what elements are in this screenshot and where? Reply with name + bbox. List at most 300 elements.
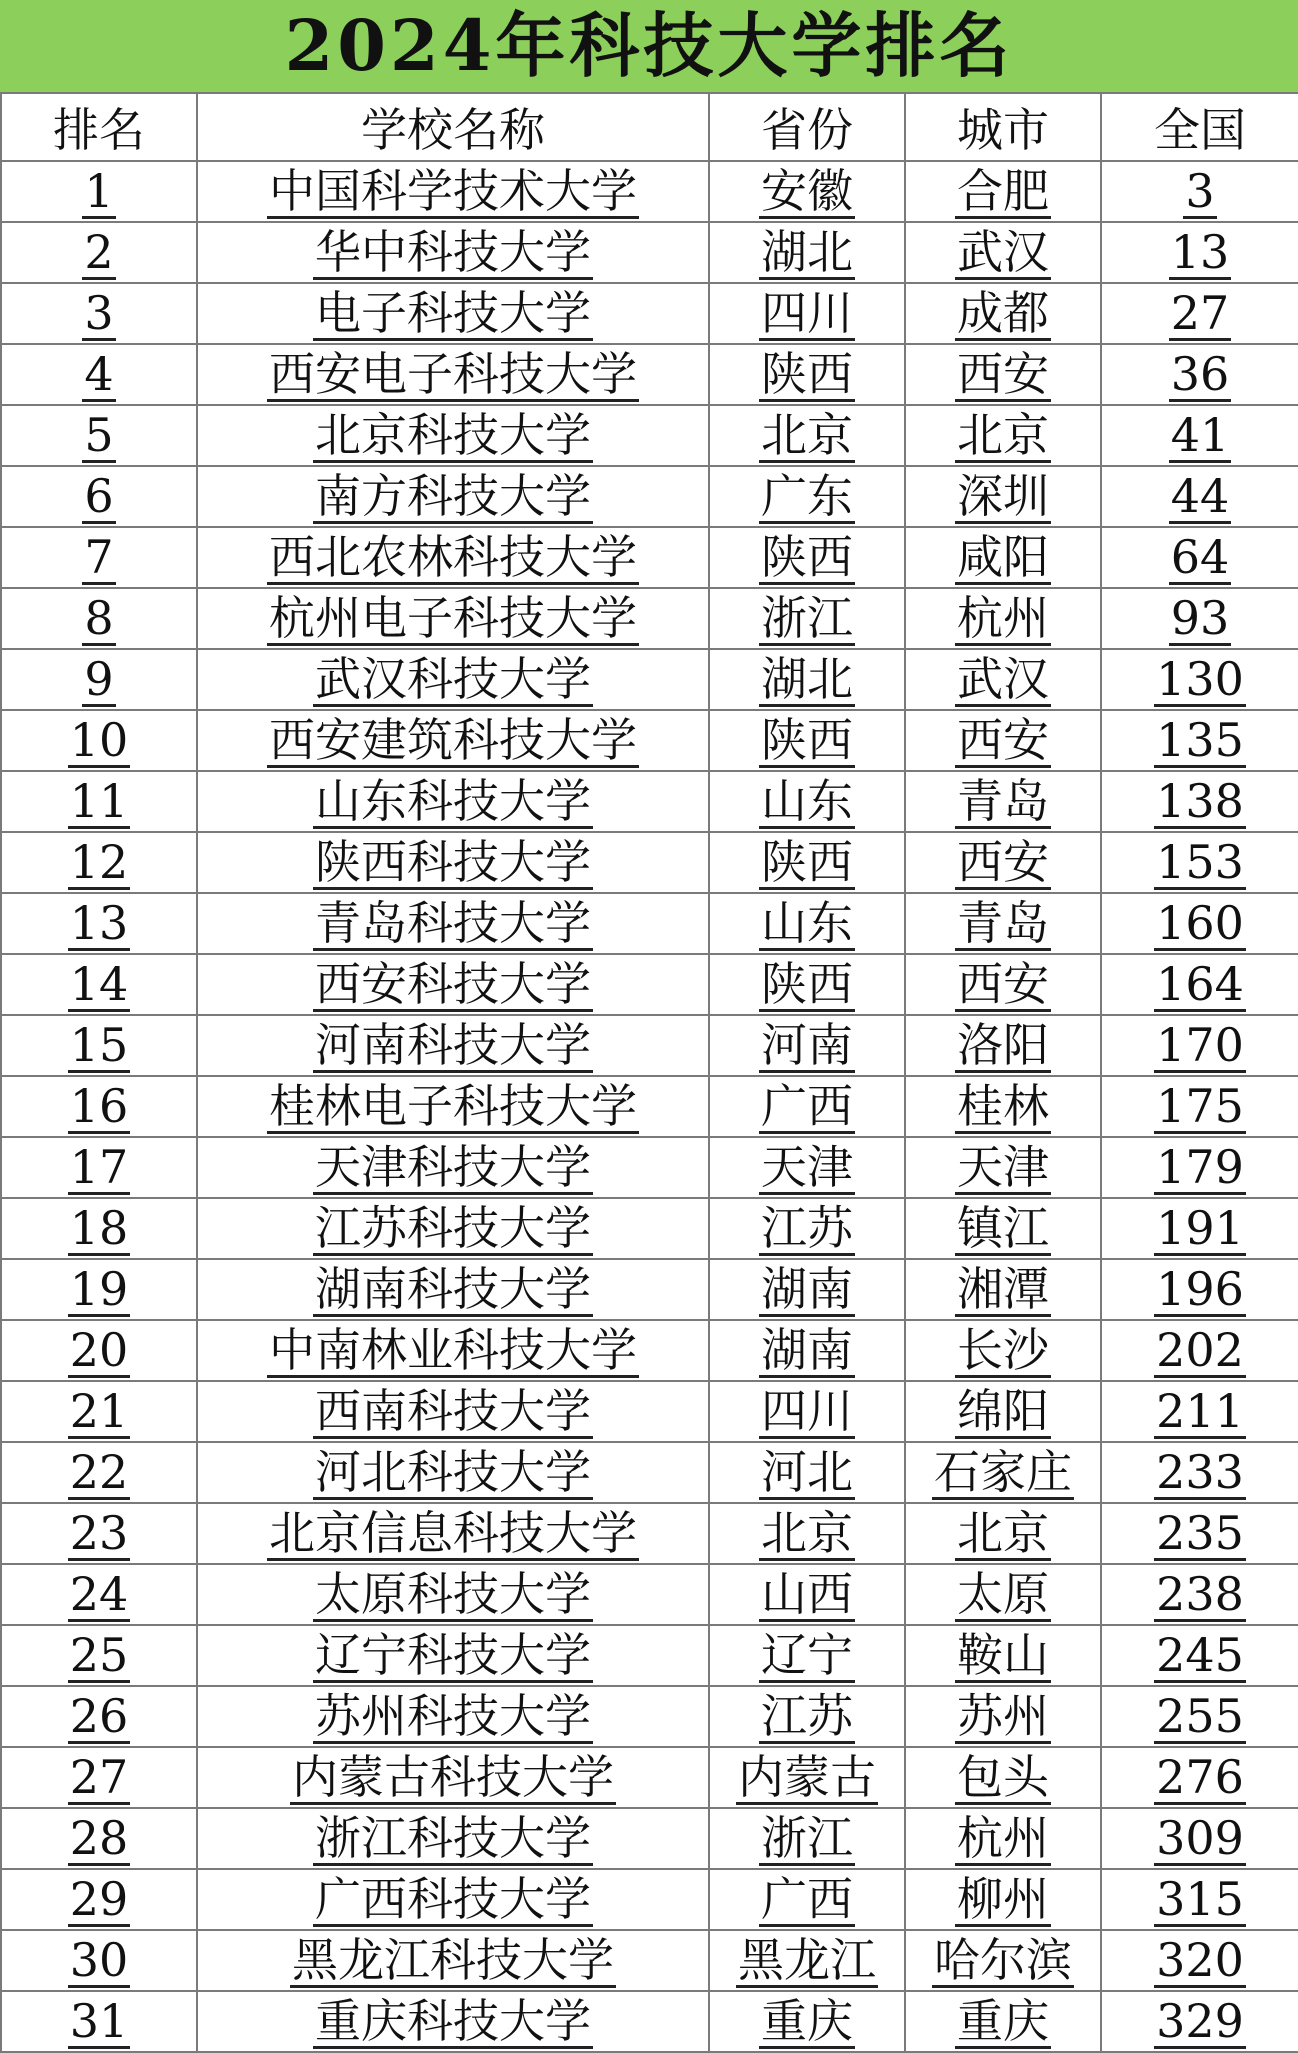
city-cell — [905, 832, 1101, 893]
city-cell-text: 青岛 — [957, 774, 1049, 829]
city-cell-text: 青岛 — [957, 896, 1049, 951]
school-name-cell — [197, 1625, 709, 1686]
table-row — [1, 466, 1298, 527]
national-rank-cell — [1101, 1259, 1298, 1320]
school-name-cell — [197, 527, 709, 588]
city-cell — [905, 466, 1101, 527]
school-name-cell — [197, 405, 709, 466]
national-rank-cell-text: 36 — [1170, 347, 1230, 402]
rank-cell — [1, 1686, 197, 1747]
rank-cell-text: 30 — [69, 1933, 129, 1988]
rank-cell-text: 10 — [69, 713, 129, 768]
rank-cell-text: 22 — [69, 1445, 129, 1500]
national-rank-cell — [1101, 1320, 1298, 1381]
school-name-cell — [197, 1991, 709, 2052]
school-name-cell-text: 北京科技大学 — [315, 408, 591, 463]
province-cell-text: 山东 — [761, 774, 853, 829]
school-name-cell-text: 河南科技大学 — [315, 1018, 591, 1073]
province-cell-text: 陕西 — [761, 347, 853, 402]
national-rank-cell — [1101, 832, 1298, 893]
province-cell — [709, 1686, 905, 1747]
header-rank: 排名 — [1, 93, 197, 161]
rank-cell — [1, 771, 197, 832]
table-row — [1, 222, 1298, 283]
province-cell-text: 黑龙江 — [738, 1933, 876, 1988]
city-cell — [905, 1198, 1101, 1259]
province-cell — [709, 1259, 905, 1320]
national-rank-cell — [1101, 1198, 1298, 1259]
header-city: 城市 — [905, 93, 1101, 161]
school-name-cell-text: 广西科技大学 — [315, 1872, 591, 1927]
city-cell-text: 湘潭 — [957, 1262, 1049, 1317]
national-rank-cell-text: 44 — [1170, 469, 1230, 524]
table-row — [1, 344, 1298, 405]
national-rank-cell — [1101, 1747, 1298, 1808]
province-cell-text: 安徽 — [761, 164, 853, 219]
rank-cell — [1, 527, 197, 588]
province-cell-text: 湖南 — [761, 1262, 853, 1317]
national-rank-cell-text: 309 — [1156, 1811, 1244, 1866]
city-cell — [905, 1076, 1101, 1137]
school-name-cell-text: 青岛科技大学 — [315, 896, 591, 951]
province-cell — [709, 1381, 905, 1442]
city-cell — [905, 1442, 1101, 1503]
national-rank-cell-text: 64 — [1170, 530, 1230, 585]
province-cell — [709, 466, 905, 527]
province-cell — [709, 588, 905, 649]
city-cell-text: 长沙 — [957, 1323, 1049, 1378]
school-name-cell-text: 南方科技大学 — [315, 469, 591, 524]
city-cell — [905, 344, 1101, 405]
title-bar — [0, 0, 1298, 92]
city-cell — [905, 588, 1101, 649]
school-name-cell — [197, 1503, 709, 1564]
school-name-cell-text: 杭州电子科技大学 — [269, 591, 637, 646]
national-rank-cell-text: 13 — [1170, 225, 1230, 280]
table-row — [1, 649, 1298, 710]
province-cell-text: 江苏 — [761, 1689, 853, 1744]
national-rank-cell-text: 276 — [1156, 1750, 1244, 1805]
national-rank-cell-text: 160 — [1156, 896, 1244, 951]
province-cell — [709, 1991, 905, 2052]
city-cell — [905, 1015, 1101, 1076]
province-cell — [709, 405, 905, 466]
school-name-cell-text: 辽宁科技大学 — [315, 1628, 591, 1683]
city-cell-text: 合肥 — [957, 164, 1049, 219]
rank-cell — [1, 1869, 197, 1930]
province-cell — [709, 1625, 905, 1686]
national-rank-cell — [1101, 771, 1298, 832]
table-row — [1, 1015, 1298, 1076]
school-name-cell — [197, 1442, 709, 1503]
city-cell — [905, 1808, 1101, 1869]
city-cell-text: 洛阳 — [957, 1018, 1049, 1073]
rank-cell — [1, 1076, 197, 1137]
school-name-cell — [197, 771, 709, 832]
national-rank-cell-text: 233 — [1156, 1445, 1244, 1500]
rank-cell-text: 5 — [84, 408, 114, 463]
city-cell — [905, 1991, 1101, 2052]
table-row — [1, 1198, 1298, 1259]
province-cell-text: 四川 — [761, 286, 853, 341]
school-name-cell-text: 西安科技大学 — [315, 957, 591, 1012]
rank-cell — [1, 466, 197, 527]
national-rank-cell — [1101, 1137, 1298, 1198]
national-rank-cell — [1101, 527, 1298, 588]
province-cell-text: 陕西 — [761, 530, 853, 585]
city-cell-text: 北京 — [957, 1506, 1049, 1561]
national-rank-cell — [1101, 1564, 1298, 1625]
city-cell — [905, 1869, 1101, 1930]
school-name-cell-text: 浙江科技大学 — [315, 1811, 591, 1866]
city-cell — [905, 405, 1101, 466]
province-cell — [709, 1442, 905, 1503]
rank-cell — [1, 1625, 197, 1686]
national-rank-cell-text: 211 — [1156, 1384, 1244, 1439]
city-cell-text: 桂林 — [957, 1079, 1049, 1134]
city-cell-text: 杭州 — [957, 591, 1049, 646]
school-name-cell — [197, 1869, 709, 1930]
city-cell — [905, 649, 1101, 710]
school-name-cell — [197, 1686, 709, 1747]
rank-cell-text: 25 — [69, 1628, 129, 1683]
rank-cell-text: 4 — [84, 347, 114, 402]
school-name-cell-text: 重庆科技大学 — [315, 1994, 591, 2049]
table-row — [1, 1686, 1298, 1747]
national-rank-cell-text: 202 — [1156, 1323, 1244, 1378]
table-row — [1, 161, 1298, 222]
school-name-cell — [197, 344, 709, 405]
national-rank-cell-text: 135 — [1156, 713, 1244, 768]
school-name-cell — [197, 1015, 709, 1076]
rank-cell-text: 6 — [84, 469, 114, 524]
school-name-cell-text: 江苏科技大学 — [315, 1201, 591, 1256]
province-cell — [709, 710, 905, 771]
school-name-cell-text: 北京信息科技大学 — [269, 1506, 637, 1561]
rank-cell-text: 2 — [84, 225, 114, 280]
national-rank-cell-text: 170 — [1156, 1018, 1244, 1073]
national-rank-cell — [1101, 1686, 1298, 1747]
province-cell-text: 陕西 — [761, 835, 853, 890]
table-row — [1, 1808, 1298, 1869]
rank-cell — [1, 1991, 197, 2052]
province-cell-text: 河南 — [761, 1018, 853, 1073]
rank-cell-text: 23 — [69, 1506, 129, 1561]
school-name-cell — [197, 710, 709, 771]
rank-cell — [1, 1137, 197, 1198]
table-row — [1, 1503, 1298, 1564]
table-row — [1, 1930, 1298, 1991]
rank-cell-text: 28 — [69, 1811, 129, 1866]
rank-cell — [1, 1930, 197, 1991]
province-cell-text: 北京 — [761, 1506, 853, 1561]
province-cell — [709, 1503, 905, 1564]
national-rank-cell — [1101, 1503, 1298, 1564]
province-cell-text: 天津 — [761, 1140, 853, 1195]
national-rank-cell-text: 175 — [1156, 1079, 1244, 1134]
school-name-cell-text: 河北科技大学 — [315, 1445, 591, 1500]
city-cell — [905, 893, 1101, 954]
rank-cell-text: 16 — [69, 1079, 129, 1134]
school-name-cell-text: 天津科技大学 — [315, 1140, 591, 1195]
table-row — [1, 588, 1298, 649]
table-header — [1, 93, 1298, 161]
table-row — [1, 1564, 1298, 1625]
city-cell-text: 咸阳 — [957, 530, 1049, 585]
school-name-cell — [197, 1930, 709, 1991]
national-rank-cell — [1101, 222, 1298, 283]
rank-cell — [1, 954, 197, 1015]
table-row — [1, 771, 1298, 832]
rank-cell-text: 20 — [69, 1323, 129, 1378]
school-name-cell — [197, 1381, 709, 1442]
province-cell-text: 广西 — [761, 1079, 853, 1134]
school-name-cell-text: 华中科技大学 — [315, 225, 591, 280]
header-school-name: 学校名称 — [197, 93, 709, 161]
rank-cell — [1, 283, 197, 344]
school-name-cell — [197, 588, 709, 649]
national-rank-cell — [1101, 1869, 1298, 1930]
rank-cell — [1, 1198, 197, 1259]
table-row — [1, 1076, 1298, 1137]
table-row — [1, 283, 1298, 344]
school-name-cell — [197, 893, 709, 954]
rank-cell — [1, 1564, 197, 1625]
city-cell — [905, 771, 1101, 832]
rank-cell-text: 29 — [69, 1872, 129, 1927]
national-rank-cell — [1101, 954, 1298, 1015]
province-cell — [709, 1015, 905, 1076]
province-cell-text: 浙江 — [761, 591, 853, 646]
rank-cell-text: 27 — [69, 1750, 129, 1805]
province-cell-text: 湖北 — [761, 652, 853, 707]
national-rank-cell — [1101, 344, 1298, 405]
table-row — [1, 1137, 1298, 1198]
school-name-cell-text: 电子科技大学 — [315, 286, 591, 341]
rank-cell — [1, 588, 197, 649]
province-cell — [709, 1564, 905, 1625]
national-rank-cell-text: 320 — [1156, 1933, 1244, 1988]
province-cell-text: 湖南 — [761, 1323, 853, 1378]
national-rank-cell-text: 138 — [1156, 774, 1244, 829]
national-rank-cell — [1101, 1381, 1298, 1442]
national-rank-cell-text: 235 — [1156, 1506, 1244, 1561]
national-rank-cell — [1101, 649, 1298, 710]
province-cell — [709, 1320, 905, 1381]
city-cell — [905, 1564, 1101, 1625]
province-cell-text: 陕西 — [761, 713, 853, 768]
table-row — [1, 1625, 1298, 1686]
province-cell-text: 广西 — [761, 1872, 853, 1927]
rank-cell-text: 26 — [69, 1689, 129, 1744]
city-cell-text: 北京 — [957, 408, 1049, 463]
province-cell — [709, 344, 905, 405]
province-cell-text: 辽宁 — [761, 1628, 853, 1683]
national-rank-cell-text: 238 — [1156, 1567, 1244, 1622]
school-name-cell-text: 西南科技大学 — [315, 1384, 591, 1439]
national-rank-cell-text: 179 — [1156, 1140, 1244, 1195]
city-cell-text: 西安 — [957, 713, 1049, 768]
school-name-cell-text: 西北农林科技大学 — [269, 530, 637, 585]
city-cell-text: 天津 — [957, 1140, 1049, 1195]
city-cell-text: 武汉 — [957, 225, 1049, 280]
city-cell — [905, 1503, 1101, 1564]
table-row — [1, 832, 1298, 893]
national-rank-cell-text: 315 — [1156, 1872, 1244, 1927]
national-rank-cell — [1101, 1991, 1298, 2052]
rank-cell-text: 18 — [69, 1201, 129, 1256]
school-name-cell — [197, 649, 709, 710]
rank-cell — [1, 1503, 197, 1564]
school-name-cell-text: 中南林业科技大学 — [269, 1323, 637, 1378]
province-cell — [709, 1747, 905, 1808]
rank-cell — [1, 405, 197, 466]
city-cell-text: 成都 — [957, 286, 1049, 341]
province-cell — [709, 1137, 905, 1198]
header-province: 省份 — [709, 93, 905, 161]
province-cell — [709, 161, 905, 222]
city-cell-text: 包头 — [957, 1750, 1049, 1805]
city-cell — [905, 222, 1101, 283]
national-rank-cell — [1101, 710, 1298, 771]
city-cell — [905, 1625, 1101, 1686]
table-row — [1, 1442, 1298, 1503]
national-rank-cell — [1101, 1442, 1298, 1503]
province-cell — [709, 1198, 905, 1259]
city-cell-text: 太原 — [957, 1567, 1049, 1622]
city-cell — [905, 1320, 1101, 1381]
table-row — [1, 1320, 1298, 1381]
national-rank-cell-text: 130 — [1156, 652, 1244, 707]
province-cell-text: 山东 — [761, 896, 853, 951]
city-cell — [905, 1259, 1101, 1320]
school-name-cell — [197, 954, 709, 1015]
rank-cell — [1, 1808, 197, 1869]
national-rank-cell — [1101, 1076, 1298, 1137]
school-name-cell — [197, 283, 709, 344]
city-cell-text: 武汉 — [957, 652, 1049, 707]
school-name-cell — [197, 1198, 709, 1259]
header-row — [1, 93, 1298, 161]
school-name-cell-text: 内蒙古科技大学 — [292, 1750, 614, 1805]
national-rank-cell-text: 27 — [1170, 286, 1230, 341]
rank-cell-text: 3 — [84, 286, 114, 341]
city-cell — [905, 1930, 1101, 1991]
national-rank-cell-text: 164 — [1156, 957, 1244, 1012]
city-cell — [905, 710, 1101, 771]
rank-cell-text: 19 — [69, 1262, 129, 1317]
rank-cell-text: 7 — [84, 530, 114, 585]
province-cell — [709, 1076, 905, 1137]
national-rank-cell-text: 153 — [1156, 835, 1244, 890]
table-row — [1, 527, 1298, 588]
province-cell — [709, 893, 905, 954]
table-row — [1, 893, 1298, 954]
school-name-cell — [197, 161, 709, 222]
city-cell-text: 深圳 — [957, 469, 1049, 524]
school-name-cell — [197, 1076, 709, 1137]
rank-cell — [1, 1747, 197, 1808]
table-row — [1, 1869, 1298, 1930]
rank-cell-text: 24 — [69, 1567, 129, 1622]
school-name-cell-text: 黑龙江科技大学 — [292, 1933, 614, 1988]
rank-cell-text: 13 — [69, 896, 129, 951]
ranking-table — [0, 92, 1298, 2053]
national-rank-cell-text: 255 — [1156, 1689, 1244, 1744]
school-name-cell-text: 武汉科技大学 — [315, 652, 591, 707]
rank-cell — [1, 1259, 197, 1320]
province-cell — [709, 1808, 905, 1869]
rank-cell — [1, 710, 197, 771]
school-name-cell — [197, 1259, 709, 1320]
rank-cell — [1, 344, 197, 405]
rank-cell-text: 31 — [69, 1994, 129, 2049]
province-cell-text: 山西 — [761, 1567, 853, 1622]
province-cell — [709, 954, 905, 1015]
school-name-cell-text: 桂林电子科技大学 — [269, 1079, 637, 1134]
rank-cell-text: 14 — [69, 957, 129, 1012]
city-cell-text: 西安 — [957, 957, 1049, 1012]
province-cell-text: 广东 — [761, 469, 853, 524]
province-cell — [709, 832, 905, 893]
table-row — [1, 710, 1298, 771]
rank-cell-text: 1 — [84, 164, 114, 219]
school-name-cell — [197, 1564, 709, 1625]
city-cell — [905, 1137, 1101, 1198]
national-rank-cell — [1101, 1808, 1298, 1869]
school-name-cell — [197, 222, 709, 283]
table-row — [1, 405, 1298, 466]
table-row — [1, 1381, 1298, 1442]
school-name-cell — [197, 1137, 709, 1198]
province-cell — [709, 1869, 905, 1930]
rank-cell-text: 9 — [84, 652, 114, 707]
table-row — [1, 954, 1298, 1015]
city-cell-text: 鞍山 — [957, 1628, 1049, 1683]
national-rank-cell — [1101, 161, 1298, 222]
rank-cell-text: 17 — [69, 1140, 129, 1195]
school-name-cell-text: 山东科技大学 — [315, 774, 591, 829]
rank-cell — [1, 832, 197, 893]
province-cell-text: 江苏 — [761, 1201, 853, 1256]
school-name-cell-text: 陕西科技大学 — [315, 835, 591, 890]
table-row — [1, 1259, 1298, 1320]
city-cell-text: 苏州 — [957, 1689, 1049, 1744]
rank-cell — [1, 1381, 197, 1442]
school-name-cell-text: 中国科学技术大学 — [269, 164, 637, 219]
national-rank-cell — [1101, 588, 1298, 649]
table-row — [1, 1747, 1298, 1808]
rank-cell — [1, 893, 197, 954]
city-cell — [905, 954, 1101, 1015]
school-name-cell — [197, 1747, 709, 1808]
school-name-cell — [197, 466, 709, 527]
city-cell-text: 西安 — [957, 347, 1049, 402]
province-cell — [709, 649, 905, 710]
rank-cell-text: 8 — [84, 591, 114, 646]
national-rank-cell-text: 329 — [1156, 1994, 1244, 2049]
rank-cell-text: 15 — [69, 1018, 129, 1073]
rank-cell — [1, 1015, 197, 1076]
province-cell — [709, 1930, 905, 1991]
school-name-cell-text: 苏州科技大学 — [315, 1689, 591, 1744]
city-cell-text: 杭州 — [957, 1811, 1049, 1866]
national-rank-cell — [1101, 405, 1298, 466]
rank-cell-text: 11 — [69, 774, 129, 829]
header-national-rank: 全国 — [1101, 93, 1298, 161]
rank-cell — [1, 222, 197, 283]
school-name-cell-text: 太原科技大学 — [315, 1567, 591, 1622]
